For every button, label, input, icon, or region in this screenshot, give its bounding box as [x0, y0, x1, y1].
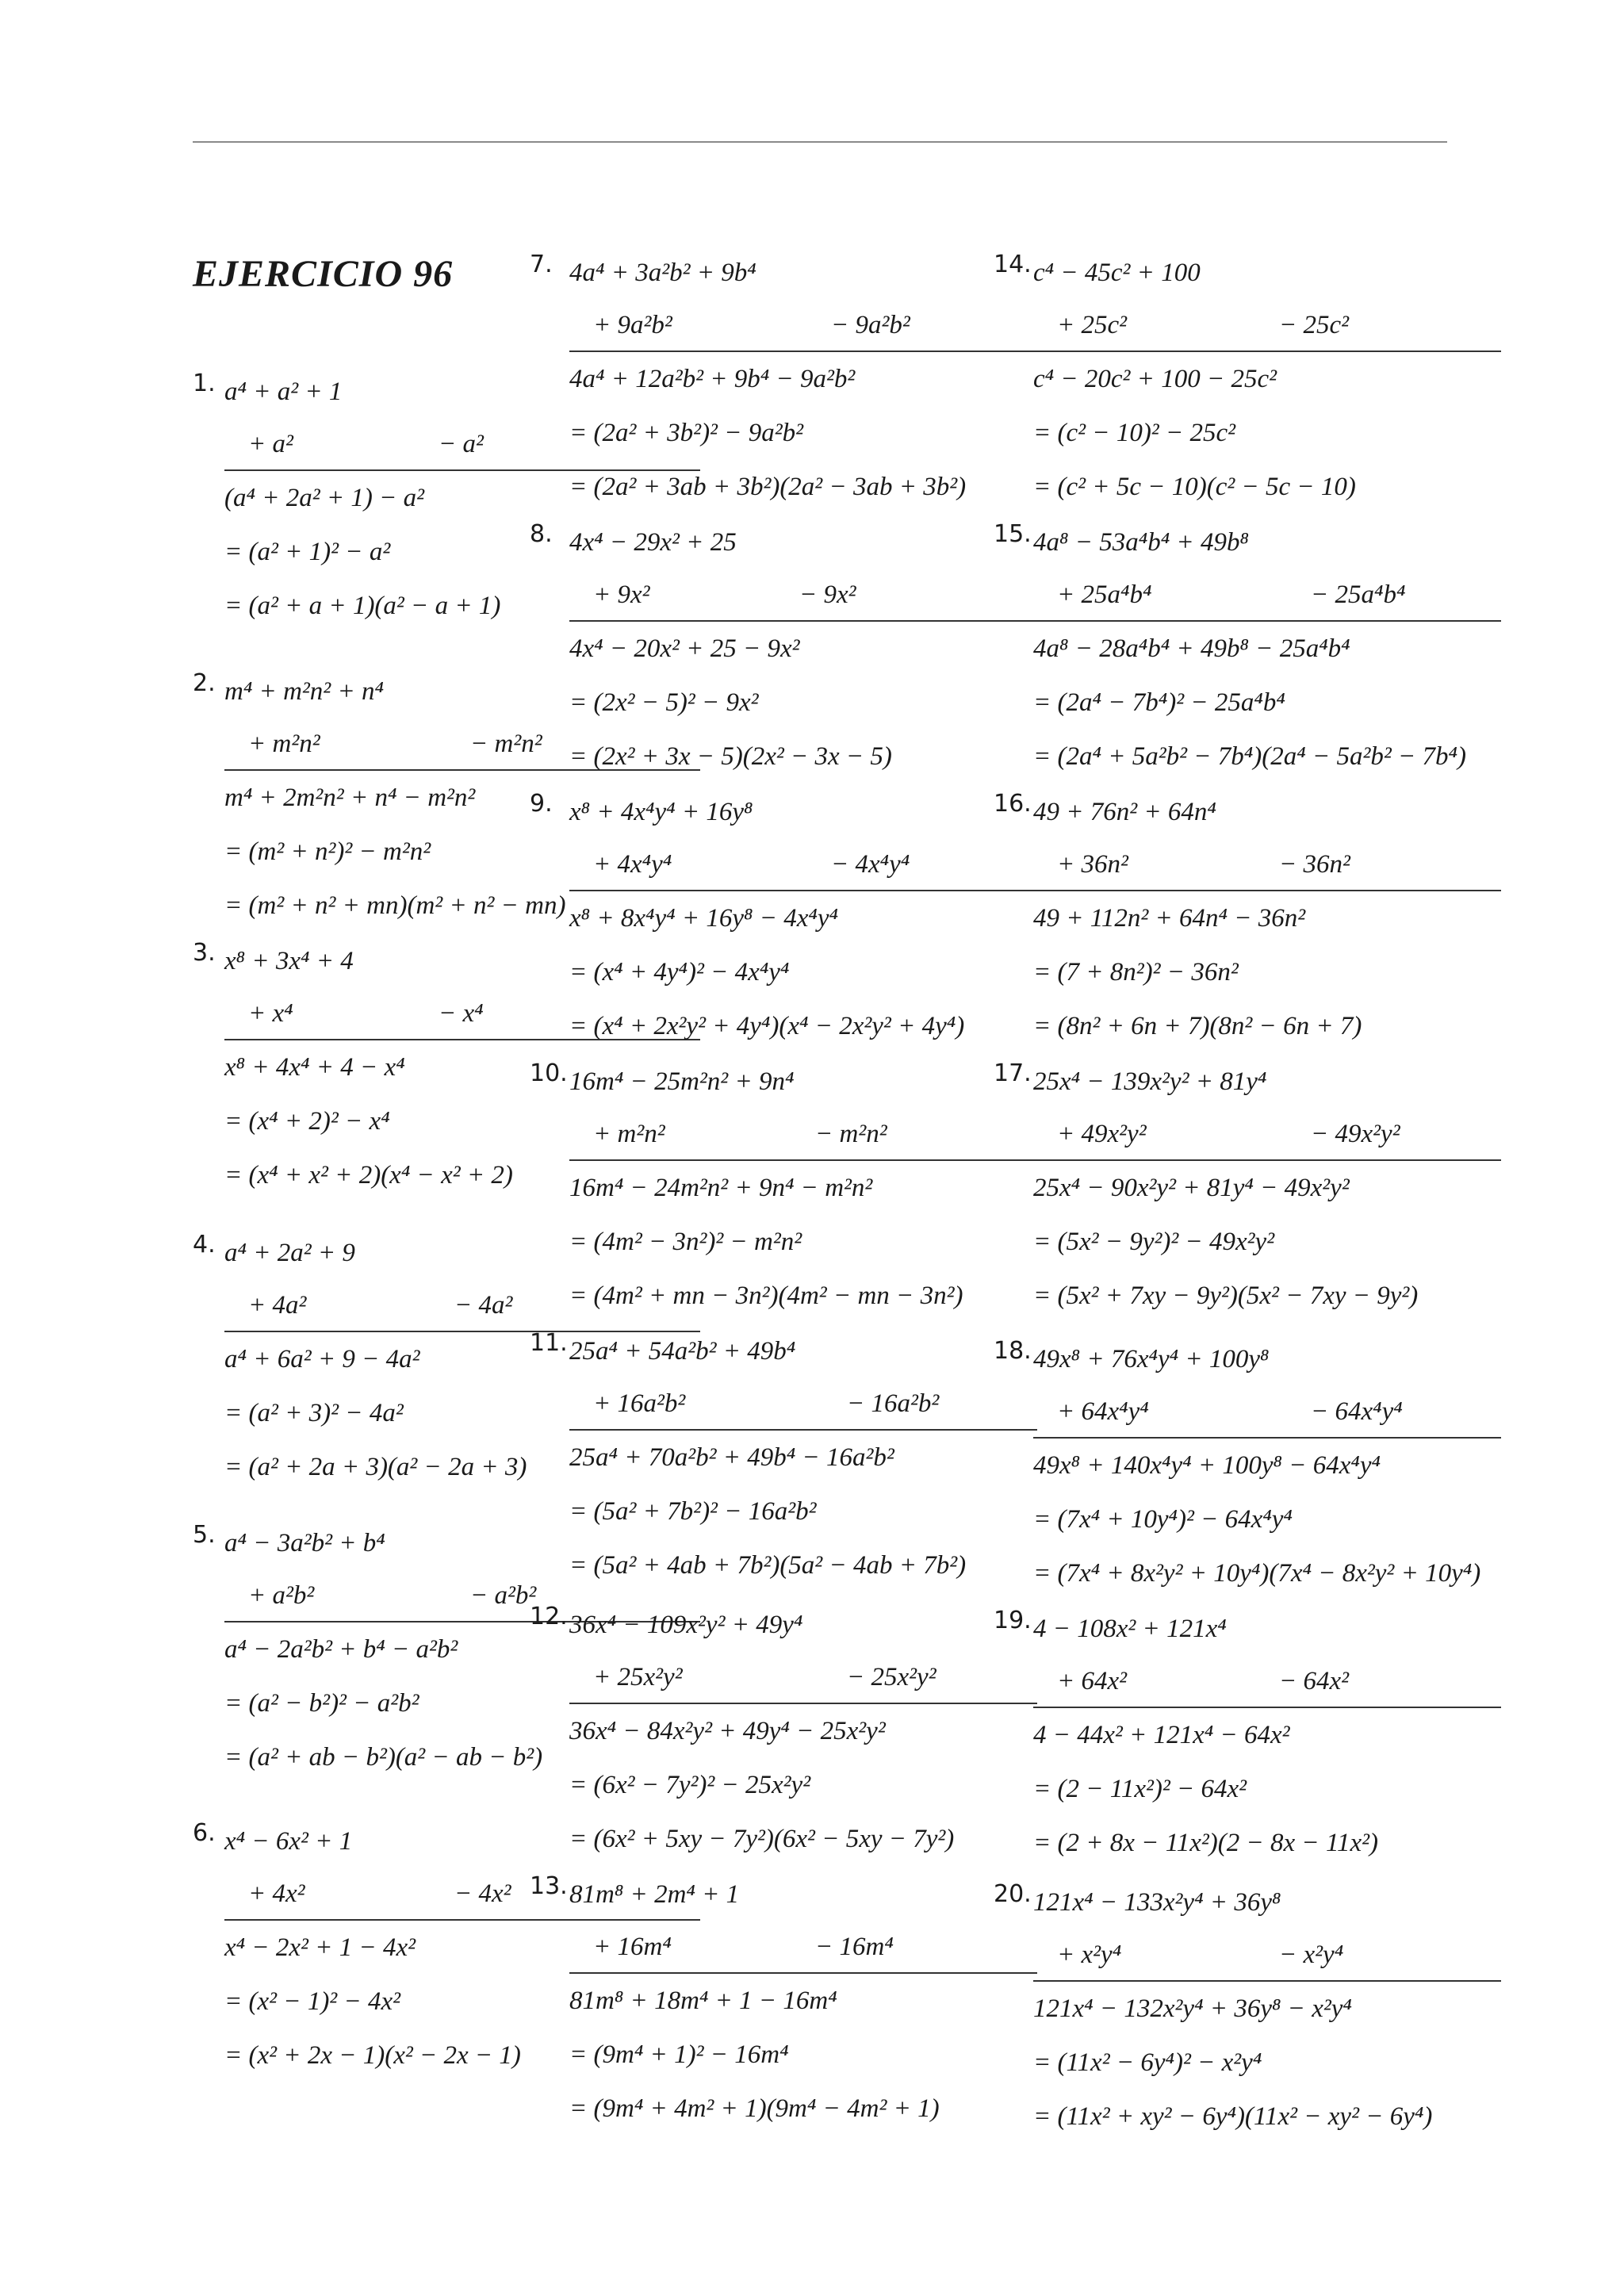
subtracted-term: − m²n²: [470, 730, 542, 758]
sum-line: 16m⁴ − 24m²n² + 9n⁴ − m²n²: [569, 1159, 1037, 1215]
subtracted-term: − 36n²: [1279, 850, 1350, 879]
expression: 49 + 76n² + 64n⁴: [1033, 798, 1216, 826]
expression: x⁸ + 3x⁴ + 4: [224, 947, 354, 975]
added-term: + 25a⁴b⁴: [1057, 580, 1152, 609]
subtracted-term: − 16a²b²: [847, 1389, 940, 1418]
expression: 49x⁸ + 76x⁴y⁴ + 100y⁸: [1033, 1345, 1270, 1373]
exercise-number: 4.: [193, 1231, 216, 1259]
added-term: + a²b²: [248, 1581, 315, 1610]
page-heading: EJERCICIO 96: [193, 253, 454, 295]
expression: a⁴ + 2a² + 9: [224, 1239, 355, 1267]
square-step: = (c² − 10)² − 25c²: [1033, 419, 1236, 447]
sum-line: (a⁴ + 2a² + 1) − a²: [224, 469, 700, 525]
expression: a⁴ + a² + 1: [224, 377, 343, 406]
square-step: = (2 − 11x²)² − 64x²: [1033, 1775, 1247, 1803]
sum-line: a⁴ + 6a² + 9 − 4a²: [224, 1331, 700, 1386]
sum-line: 4 − 44x² + 121x⁴ − 64x²: [1033, 1707, 1501, 1762]
exercise-number: 3.: [193, 939, 216, 967]
added-term-row: [569, 569, 1037, 620]
exercise-12: [530, 1598, 1037, 1866]
square-step: = (x⁴ + 4y⁴)² − 4x⁴y⁴: [569, 958, 790, 987]
factored-result: = (6x² + 5xy − 7y²)(6x² − 5xy − 7y²): [569, 1825, 955, 1853]
sum-line: 4a⁴ + 12a²b² + 9b⁴ − 9a²b²: [569, 351, 1037, 406]
exercise-number: 13.: [530, 1872, 568, 1900]
square-step: = (m² + n²)² − m²n²: [224, 837, 431, 866]
factored-result: = (2x² + 3x − 5)(2x² − 3x − 5): [569, 742, 892, 771]
added-term: + x²y⁴: [1057, 1940, 1122, 1969]
square-step: = (a² − b²)² − a²b²: [224, 1689, 419, 1718]
added-term: + 16a²b²: [593, 1389, 686, 1418]
subtracted-term: − m²n²: [815, 1120, 887, 1148]
expression: 121x⁴ − 133x²y⁴ + 36y⁸: [1033, 1888, 1281, 1917]
added-term-row: [1033, 1386, 1501, 1437]
exercise-number: 10.: [530, 1059, 568, 1087]
subtracted-term: − 4x²: [454, 1879, 511, 1908]
exercise-number: 14.: [994, 251, 1032, 278]
added-term: + 16m⁴: [593, 1933, 672, 1961]
added-term-row: [1033, 839, 1501, 890]
square-step: = (a² + 1)² − a²: [224, 538, 391, 566]
added-term: + 4x⁴y⁴: [593, 850, 672, 879]
square-step: = (11x² − 6y⁴)² − x²y⁴: [1033, 2048, 1262, 2077]
factored-result: = (a² + ab − b²)(a² − ab − b²): [224, 1743, 543, 1772]
square-step: = (2a² + 3b²)² − 9a²b²: [569, 419, 804, 447]
expression: 25x⁴ − 139x²y² + 81y⁴: [1033, 1067, 1267, 1096]
exercise-number: 2.: [193, 669, 216, 697]
factored-result: = (4m² + mn − 3n²)(4m² − mn − 3n²): [569, 1282, 963, 1310]
exercise-number: 16.: [994, 790, 1032, 818]
sum-line: 81m⁸ + 18m⁴ + 1 − 16m⁴: [569, 1972, 1037, 2028]
subtracted-term: − a²b²: [470, 1581, 537, 1610]
factored-result: = (7x⁴ + 8x²y² + 10y⁴)(7x⁴ − 8x²y² + 10y⁴): [1033, 1559, 1481, 1588]
sum-line: x⁸ + 8x⁴y⁴ + 16y⁸ − 4x⁴y⁴: [569, 890, 1037, 945]
expression: 81m⁸ + 2m⁴ + 1: [569, 1880, 740, 1909]
factored-result: = (5a² + 4ab + 7b²)(5a² − 4ab + 7b²): [569, 1551, 967, 1580]
square-step: = (5a² + 7b²)² − 16a²b²: [569, 1497, 817, 1526]
sum-line: 49x⁸ + 140x⁴y⁴ + 100y⁸ − 64x⁴y⁴: [1033, 1437, 1501, 1492]
exercise-number: 7.: [530, 251, 553, 278]
exercise-number: 5.: [193, 1521, 216, 1549]
square-step: = (6x² − 7y²)² − 25x²y²: [569, 1771, 811, 1799]
square-step: = (2x² − 5)² − 9x²: [569, 688, 759, 717]
subtracted-term: − 16m⁴: [815, 1933, 894, 1961]
subtracted-term: − 4x⁴y⁴: [831, 850, 910, 879]
exercise-number: 12.: [530, 1603, 568, 1630]
subtracted-term: − a²: [439, 430, 484, 458]
added-term-row: [569, 1109, 1037, 1159]
added-term: + 4x²: [248, 1879, 305, 1908]
added-term: + 49x²y²: [1057, 1120, 1147, 1148]
square-step: = (5x² − 9y²)² − 49x²y²: [1033, 1228, 1275, 1256]
expression: x⁸ + 4x⁴y⁴ + 16y⁸: [569, 798, 753, 826]
subtracted-term: − 4a²: [454, 1291, 513, 1320]
expression: 25a⁴ + 54a²b² + 49b⁴: [569, 1337, 796, 1366]
exercise-number: 6.: [193, 1819, 216, 1847]
added-term: + 64x²: [1057, 1667, 1128, 1695]
factored-result: = (2a² + 3ab + 3b²)(2a² − 3ab + 3b²): [569, 473, 967, 501]
added-term: + m²n²: [248, 730, 320, 758]
exercise-18: [994, 1332, 1501, 1600]
added-term: + 9x²: [593, 580, 650, 609]
factored-result: = (x² + 2x − 1)(x² − 2x − 1): [224, 2041, 521, 2070]
factored-result: = (11x² + xy² − 6y⁴)(11x² − xy² − 6y⁴): [1033, 2102, 1433, 2131]
exercise-number: 20.: [994, 1880, 1032, 1908]
added-term-row: [569, 839, 1037, 890]
added-term: + 64x⁴y⁴: [1057, 1397, 1149, 1426]
sum-line: 4a⁸ − 28a⁴b⁴ + 49b⁸ − 25a⁴b⁴: [1033, 620, 1501, 676]
added-term-row: [569, 1652, 1037, 1703]
factored-result: = (2 + 8x − 11x²)(2 − 8x − 11x²): [1033, 1829, 1379, 1857]
sum-line: x⁴ − 2x² + 1 − 4x²: [224, 1919, 700, 1975]
added-term: + 25x²y²: [593, 1663, 683, 1691]
expression: x⁴ − 6x² + 1: [224, 1827, 353, 1856]
sum-line: m⁴ + 2m²n² + n⁴ − m²n²: [224, 769, 700, 825]
exercise-15: [994, 515, 1501, 783]
square-step: = (2a⁴ − 7b⁴)² − 25a⁴b⁴: [1033, 688, 1285, 717]
added-term: + x⁴: [248, 999, 293, 1028]
square-step: = (7x⁴ + 10y⁴)² − 64x⁴y⁴: [1033, 1505, 1293, 1534]
sum-line: x⁸ + 4x⁴ + 4 − x⁴: [224, 1039, 700, 1094]
sum-line: 4x⁴ − 20x² + 25 − 9x²: [569, 620, 1037, 676]
expression: 4a⁸ − 53a⁴b⁴ + 49b⁸: [1033, 528, 1249, 557]
factored-result: = (m² + n² + mn)(m² + n² − mn): [224, 891, 566, 920]
square-step: = (a² + 3)² − 4a²: [224, 1399, 404, 1427]
subtracted-term: − 25c²: [1279, 311, 1350, 339]
factored-result: = (2a⁴ + 5a²b² − 7b⁴)(2a⁴ − 5a²b² − 7b⁴): [1033, 742, 1467, 771]
exercise-14: [994, 246, 1501, 514]
square-step: = (9m⁴ + 1)² − 16m⁴: [569, 2040, 789, 2069]
exercise-16: [994, 785, 1501, 1053]
exercise-number: 19.: [994, 1607, 1032, 1634]
exercise-19: [994, 1602, 1501, 1870]
factored-result: = (a² + a + 1)(a² − a + 1): [224, 592, 501, 620]
expression: c⁴ − 45c² + 100: [1033, 259, 1201, 287]
expression: a⁴ − 3a²b² + b⁴: [224, 1529, 385, 1557]
expression: 4a⁴ + 3a²b² + 9b⁴: [569, 259, 756, 287]
exercise-number: 18.: [994, 1337, 1032, 1365]
subtracted-term: − 49x²y²: [1311, 1120, 1400, 1148]
subtracted-term: − 25x²y²: [847, 1663, 936, 1691]
added-term-row: [569, 1378, 1037, 1429]
factored-result: = (c² + 5c − 10)(c² − 5c − 10): [1033, 473, 1356, 501]
added-term-row: [569, 300, 1037, 351]
subtracted-term: − x²y⁴: [1279, 1940, 1344, 1969]
factored-result: = (5x² + 7xy − 9y²)(5x² − 7xy − 9y²): [1033, 1282, 1419, 1310]
subtracted-term: − 9a²b²: [831, 311, 910, 339]
added-term-row: [1033, 300, 1501, 351]
sum-line: 25x⁴ − 90x²y² + 81y⁴ − 49x²y²: [1033, 1159, 1501, 1215]
factored-result: = (9m⁴ + 4m² + 1)(9m⁴ − 4m² + 1): [569, 2094, 940, 2123]
square-step: = (4m² − 3n²)² − m²n²: [569, 1228, 802, 1256]
subtracted-term: − 64x⁴y⁴: [1311, 1397, 1403, 1426]
subtracted-term: − 25a⁴b⁴: [1311, 580, 1406, 609]
added-term: + 25c²: [1057, 311, 1128, 339]
exercise-number: 15.: [994, 520, 1032, 548]
expression: 36x⁴ − 109x²y² + 49y⁴: [569, 1611, 803, 1639]
exercise-13: [530, 1868, 1037, 2136]
added-term-row: [1033, 1929, 1501, 1980]
square-step: = (x⁴ + 2)² − x⁴: [224, 1107, 390, 1136]
added-term-row: [1033, 1109, 1501, 1159]
sum-line: c⁴ − 20c² + 100 − 25c²: [1033, 351, 1501, 406]
sum-line: 36x⁴ − 84x²y² + 49y⁴ − 25x²y²: [569, 1703, 1037, 1758]
expression: 4x⁴ − 29x² + 25: [569, 528, 737, 557]
factored-result: = (x⁴ + x² + 2)(x⁴ − x² + 2): [224, 1161, 513, 1190]
added-term: + a²: [248, 430, 293, 458]
square-step: = (7 + 8n²)² − 36n²: [1033, 958, 1239, 987]
exercise-11: [530, 1324, 1037, 1592]
exercise-number: 11.: [530, 1329, 568, 1357]
sum-line: 25a⁴ + 70a²b² + 49b⁴ − 16a²b²: [569, 1429, 1037, 1485]
added-term: + m²n²: [593, 1120, 665, 1148]
expression: 4 − 108x² + 121x⁴: [1033, 1615, 1227, 1643]
exercise-17: [994, 1055, 1501, 1323]
added-term-row: [569, 1921, 1037, 1972]
square-step: = (x² − 1)² − 4x²: [224, 1987, 401, 2016]
subtracted-term: − 64x²: [1279, 1667, 1350, 1695]
exercise-8: [530, 515, 1037, 783]
sum-line: 49 + 112n² + 64n⁴ − 36n²: [1033, 890, 1501, 945]
added-term-row: [1033, 1656, 1501, 1707]
added-term: + 36n²: [1057, 850, 1128, 879]
exercise-20: [994, 1875, 1501, 2144]
exercise-number: 1.: [193, 370, 216, 397]
exercise-number: 17.: [994, 1059, 1032, 1087]
added-term-row: [1033, 569, 1501, 620]
sum-line: a⁴ − 2a²b² + b⁴ − a²b²: [224, 1621, 700, 1676]
added-term: + 9a²b²: [593, 311, 672, 339]
expression: 16m⁴ − 25m²n² + 9n⁴: [569, 1067, 795, 1096]
subtracted-term: − 9x²: [799, 580, 856, 609]
expression: m⁴ + m²n² + n⁴: [224, 677, 384, 706]
factored-result: = (8n² + 6n + 7)(8n² − 6n + 7): [1033, 1012, 1362, 1040]
exercise-10: [530, 1055, 1037, 1323]
subtracted-term: − x⁴: [439, 999, 484, 1028]
sum-line: 121x⁴ − 132x²y⁴ + 36y⁸ − x²y⁴: [1033, 1980, 1501, 2036]
added-term: + 4a²: [248, 1291, 307, 1320]
factored-result: = (x⁴ + 2x²y² + 4y⁴)(x⁴ − 2x²y² + 4y⁴): [569, 1012, 965, 1040]
exercise-7: [530, 246, 1037, 514]
exercise-9: [530, 785, 1037, 1053]
factored-result: = (a² + 2a + 3)(a² − 2a + 3): [224, 1453, 527, 1481]
exercise-number: 9.: [530, 790, 553, 818]
top-rule: [193, 141, 1447, 143]
exercise-number: 8.: [530, 520, 553, 548]
